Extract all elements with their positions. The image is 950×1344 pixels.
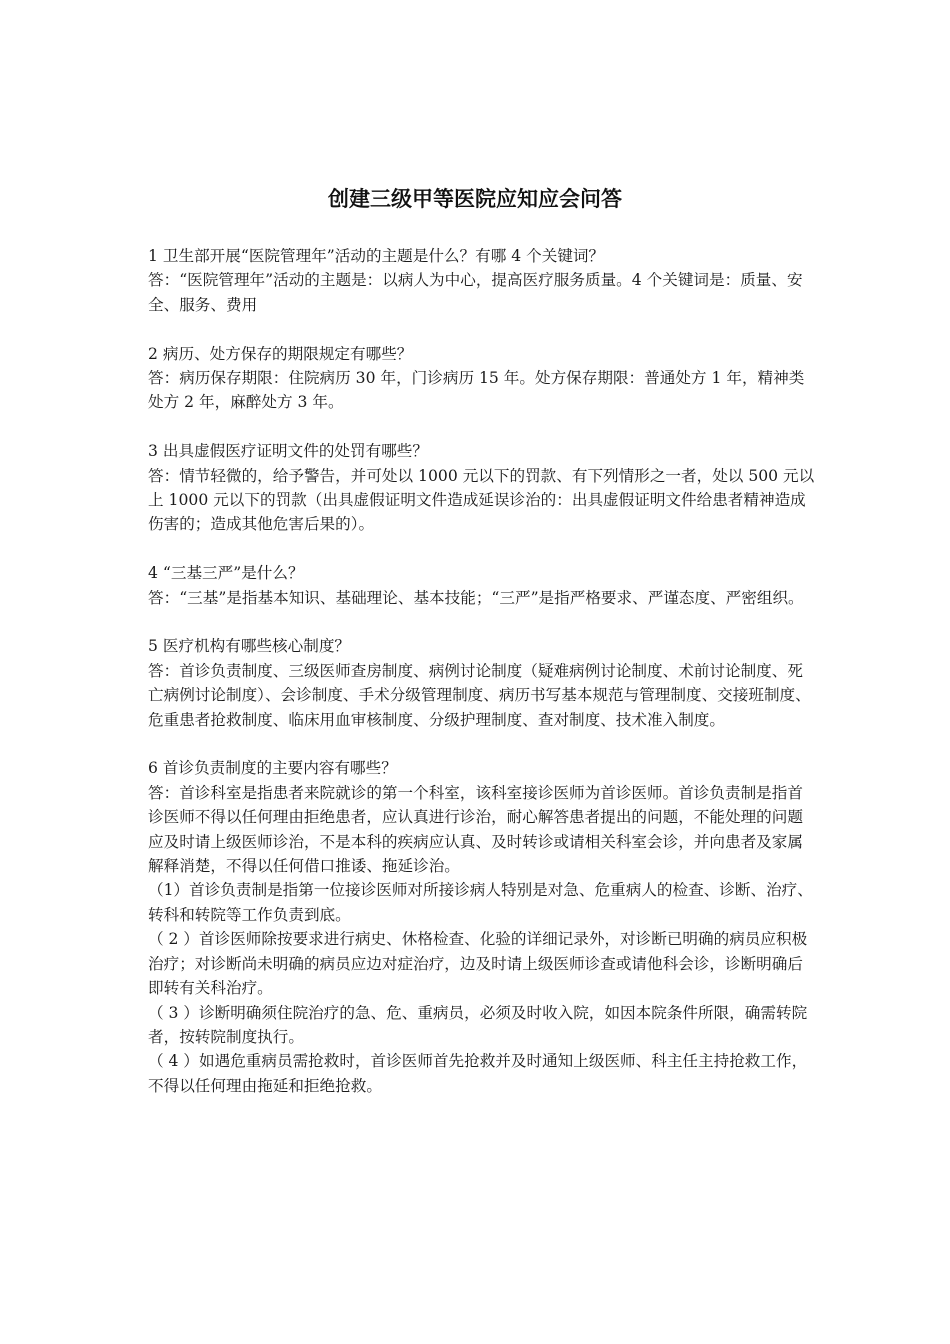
answer-6-intro: 答：首诊科室是指患者来院就诊的第一个科室，该科室接诊医师为首诊医师。首诊负责制是指首诊医师不得以任何理由拒绝患者，应认真进行诊治，耐心解答患者提出的问题，不能处理的问题应及时请上级医师诊治，不是本科的疾病应认真、及时转诊或请相关科室会诊，并向患者及家属解释消楚，不得以任何借口推诿、拖延诊治。 bbox=[148, 783, 803, 876]
answer-6-point-3: （ 3 ）诊断明确须住院治疗的急、危、重病员，必须及时收入院，如因本院条件所限，确需转院者，按转院制度执行。 bbox=[148, 1003, 808, 1046]
document-body bbox=[148, 244, 816, 1123]
answer-1: 答：“医院管理年”活动的主题是：以病人为中心，提高医疗服务质量。4 个关键词是：质量、安全、服务、费用 bbox=[148, 271, 803, 314]
qa-item-2 bbox=[148, 342, 816, 415]
answer-6-point-4: （ 4 ）如遇危重病员需抢救时，首诊医师首先抢救并及时通知上级医师、科主任主持抢救工作，不得以任何理由拖延和拒绝抢救。 bbox=[148, 1052, 808, 1095]
question-1: 1 卫生部开展“医院管理年”活动的主题是什么？有哪 4 个关键词？ bbox=[148, 247, 605, 265]
question-5: 5 医疗机构有哪些核心制度？ bbox=[148, 637, 351, 656]
answer-6-point-1: （1）首诊负责制是指第一位接诊医师对所接诊病人特别是对急、危重病人的检查、诊断、治疗、转科和转院等工作负责到底。 bbox=[148, 881, 813, 924]
qa-item-4 bbox=[148, 561, 816, 610]
qa-item-1 bbox=[148, 244, 816, 317]
question-4: 4 “三基三严”是什么？ bbox=[148, 564, 304, 583]
qa-item-6 bbox=[148, 756, 816, 1098]
question-2: 2 病历、处方保存的期限规定有哪些？ bbox=[148, 344, 413, 363]
answer-4: 答：“三基”是指基本知识、基础理论、基本技能；“三严”是指严格要求、严谨态度、严密组织。 bbox=[148, 588, 804, 607]
qa-item-3 bbox=[148, 439, 816, 537]
question-6: 6 首诊负责制度的主要内容有哪些？ bbox=[148, 759, 397, 778]
answer-3: 答：情节轻微的，给予警告，并可处以 1000 元以下的罚款、有下列情形之一者，处以 500 元以上 1000 元以下的罚款（出具虚假证明文件造成延误诊治的：出具虚假证明文件给患者精神造成伤害的；造成其他危害后果的）。 bbox=[148, 466, 815, 534]
answer-5: 答：首诊负责制度、三级医师查房制度、病例讨论制度（疑难病例讨论制度、术前讨论制度、死亡病例讨论制度）、会诊制度、手术分级管理制度、病历书写基本规范与管理制度、交接班制度、危重患者抢救制度、临床用血审核制度、分级护理制度、查对制度、技术准入制度。 bbox=[148, 661, 811, 729]
document-title: 创建三级甲等医院应知应会问答 bbox=[328, 187, 622, 211]
qa-item-5 bbox=[148, 634, 816, 732]
question-3: 3 出具虚假医疗证明文件的处罚有哪些？ bbox=[148, 442, 428, 461]
answer-6-point-2: （ 2 ）首诊医师除按要求进行病史、休格检查、化验的详细记录外，对诊断已明确的病员应积极治疗；对诊断尚未明确的病员应边对症治疗，边及时请上级医师诊查或请他科会诊，诊断明确后即转有关科治疗。 bbox=[148, 930, 808, 998]
answer-2: 答：病历保存期限：住院病历 30 年，门诊病历 15 年。处方保存期限：普通处方 1 年，精神类处方 2 年，麻醉处方 3 年。 bbox=[148, 369, 805, 412]
